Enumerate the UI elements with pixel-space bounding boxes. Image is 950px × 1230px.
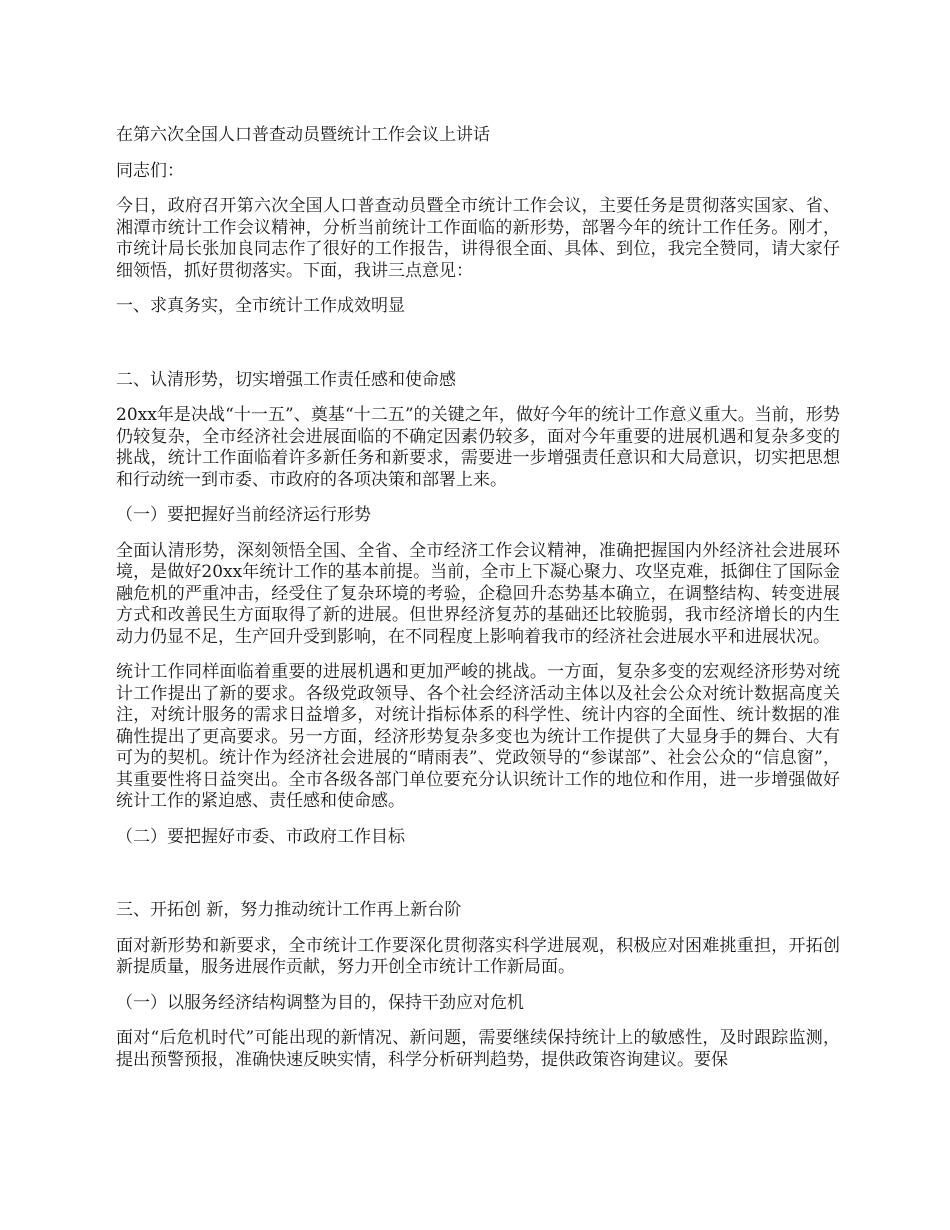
salutation: 同志们： bbox=[116, 160, 184, 181]
section-1-heading: 一、求真务实，全市统计工作成效明显 bbox=[116, 296, 405, 316]
section-2-subheading-2: （二）要把握好市委、市政府工作目标 bbox=[116, 826, 405, 847]
section-2-paragraph-2: 全面认清形势，深刻领悟全国、全省、全市经济工作会议精神，准确把握国内外经济社会进展环境，是做好20xx年统计工作的基本前提。当前，全市上下凝心聚力、攻坚克难，抵御住了国际金融危机的严重冲击，经受住了复杂环境的考验，企稳回升态势基本确立，在调整结构、转变进展方式和改善民生方面取得了新的进展。但世界经济复苏的基础还比较脆弱，我市经济增长的内生动力仍显不足，生产回升受到影响，在不同程度上影响着我市的经济社会进展水平和进展状况。 bbox=[116, 540, 840, 647]
section-2-paragraph-3: 统计工作同样面临着重要的进展机遇和更加严峻的挑战。一方面，复杂多变的宏观经济形势对统计工作提出了新的要求。各级党政领导、各个社会经济活动主体以及社会公众对统计数据高度关注，对统计服务的需求日益增多，对统计指标体系的科学性、统计内容的全面性、统计数据的准确性提出了更高要求。另一方面，经济形势复杂多变也为统计工作提供了大显身手的舞台、大有可为的契机。统计作为经济社会进展的“晴雨表”、党政领导的“参谋部”、社会公众的“信息窗”，其重要性将日益突出。全市各级各部门单位要充分认识统计工作的地位和作用，进一步增强做好统计工作的紧迫感、责任感和使命感。 bbox=[116, 662, 840, 811]
intro-paragraph: 今日，政府召开第六次全国人口普查动员暨全市统计工作会议，主要任务是贯彻落实国家、省、湘潭市统计工作会议精神，分析当前统计工作面临的新形势，部署今年的统计工作任务。刚才，市统计局长张加良同志作了很好的工作报告，讲得很全面、具体、到位，我完全赞同，请大家仔细领悟，抓好贯彻落实。下面，我讲三点意见： bbox=[116, 196, 840, 281]
section-3-subheading-1: （一）以服务经济结构调整为目的，保持干劲应对危机 bbox=[116, 992, 524, 1013]
document-title: 在第六次全国人口普查动员暨统计工作会议上讲话 bbox=[116, 125, 490, 145]
section-2-paragraph-1: 20xx年是决战“十一五”、奠基“十二五”的关键之年，做好今年的统计工作意义重大。当前，形势仍较复杂，全市经济社会进展面临的不确定因素仍较多，面对今年重要的进展机遇和复杂多变的挑战，统计工作面临着许多新任务和新要求，需要进一步增强责任意识和大局意识，切实把思想和行动统一到市委、市政府的各项决策和部署上来。 bbox=[116, 405, 840, 490]
document-page bbox=[116, 125, 840, 1071]
section-2-heading: 二、认清形势，切实增强工作责任感和使命感 bbox=[116, 369, 456, 390]
section-3-paragraph-2: 面对“后危机时代”可能出现的新情况、新问题，需要继续保持统计上的敏感性，及时跟踪监测，提出预警预报，准确快速反映实情，科学分析研判趋势，提供政策咨询建议。要保 bbox=[116, 1028, 840, 1070]
section-3-paragraph-1: 面对新形势和新要求，全市统计工作要深化贯彻落实科学进展观，积极应对困难挑重担，开拓创新提质量，服务进展作贡献，努力开创全市统计工作新局面。 bbox=[116, 935, 840, 977]
section-2-subheading-1: （一）要把握好当前经济运行形势 bbox=[116, 505, 371, 525]
section-3-heading: 三、开拓创 新，努力推动统计工作再上新台阶 bbox=[116, 900, 462, 920]
